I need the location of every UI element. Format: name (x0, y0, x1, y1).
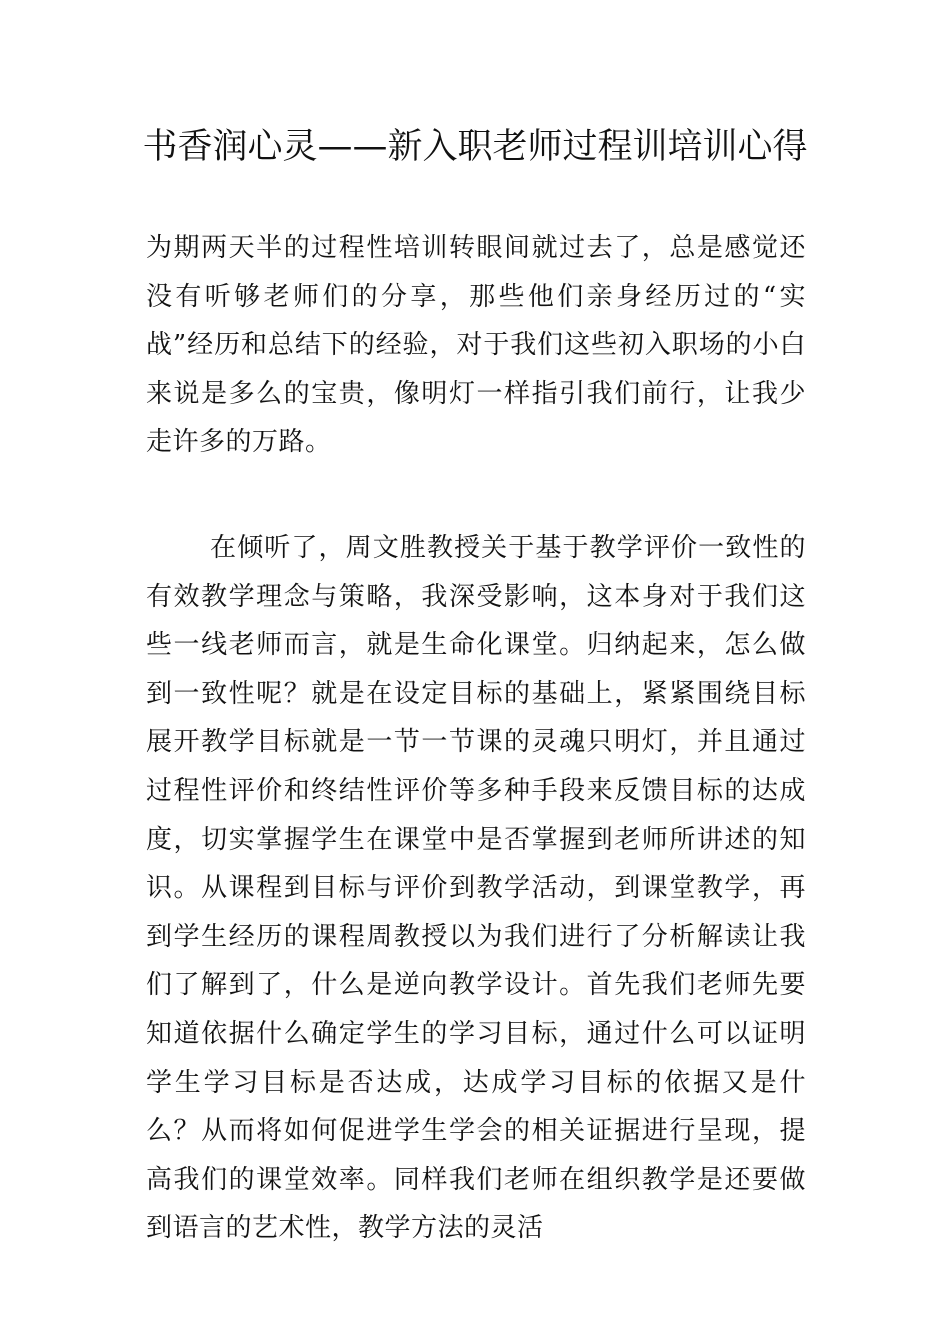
document-title: 书香润心灵——新入职老师过程训培训心得 (142, 127, 808, 167)
paragraph-body: 在倾听了，周文胜教授关于基于教学评价一致性的有效教学理念与策略，我深受影响，这本身对于我们这些一线老师而言，就是生命化课堂。归纳起来，怎么做到一致性呢？就是在设定目标的基础上，紧紧围绕目标展开教学目标就是一节一节课的灵魂只明灯，并且通过过程性评价和终结性评价等多种手段来反馈目标的达成度，切实掌握学生在课堂中是否掌握到老师所讲述的知识。从课程到目标与评价到教学活动，到课堂教学，再到学生经历的课程周教授以为我们进行了分析解读让我们了解到了，什么是逆向教学设计。首先我们老师先要知道依据什么确定学生的学习目标，通过什么可以证明学生学习目标是否达成，达成学习目标的依据又是什么？从而将如何促进学生学会的相关证据进行呈现，提高我们的课堂效率。同样我们老师在组织教学是还要做到语言的艺术性，教学方法的灵活 (146, 533, 806, 1244)
paragraph-intro: 为期两天半的过程性培训转眼间就过去了，总是感觉还没有听够老师们的分享，那些他们亲身经历过的“实战”经历和总结下的经验，对于我们这些初入职场的小白来说是多么的宝贵，像明灯一样指引我们前行，让我少走许多的万路。 (146, 233, 806, 458)
